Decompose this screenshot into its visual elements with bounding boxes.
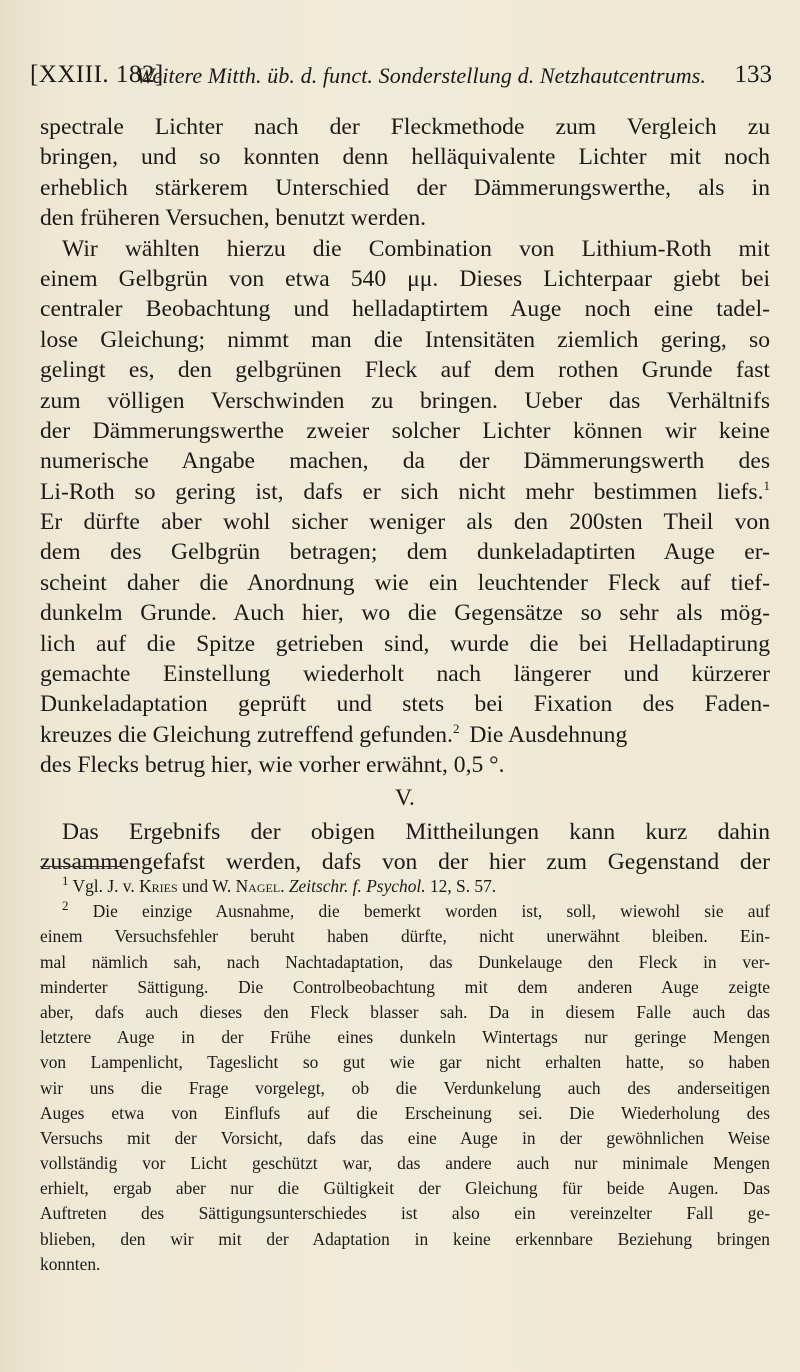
footnote-1 <box>40 874 770 899</box>
footnote-2-line: wir uns die Frage vorgelegt, ob die Verdunkelung auch des anderseitigen <box>40 1077 770 1098</box>
text-line: Er dürfte aber wohl sicher weniger als den 200sten Theil von <box>40 509 770 536</box>
text-line: centraler Beobachtung und helladaptirtem Auge noch eine tadel- <box>40 296 770 323</box>
footnote-2-line <box>40 899 770 924</box>
main-text <box>40 112 770 877</box>
text-line: scheint daher die Anordnung wie ein leuchtender Fleck auf tief- <box>40 569 770 596</box>
text-line: zum völligen Verschwinden zu bringen. Ueber das Verhältnifs <box>40 387 770 414</box>
running-title: Weitere Mitth. üb. d. funct. Sonderstellung d. Netzhautcentrums. <box>136 63 706 88</box>
footnote-2-line: Auges etwa von Einflufs auf die Erscheinung sei. Die Wiederholung des <box>40 1102 770 1123</box>
footnote-2-line: mal nämlich sah, nach Nachtadaptation, das Dunkelauge den Fleck in ver- <box>40 951 770 972</box>
footnote-text: . <box>280 876 289 896</box>
text-line: der Dämmerungswerthe zweier solcher Lichter können wir keine <box>40 417 770 444</box>
footnote-reference-2: 2 <box>452 720 460 736</box>
page-number: 133 <box>734 61 772 88</box>
footnotes <box>40 874 770 1277</box>
footnote-reference-1: 1 <box>763 477 770 493</box>
footnote-2-line: Auftreten des Sättigungsunterschiedes ist also ein vereinzelter Fall ge- <box>40 1203 770 1224</box>
text-line: spectrale Lichter nach der Fleckmethode zum Vergleich zu <box>40 114 770 140</box>
text-segment: Li-Roth so gering ist, dafs er sich nicht mehr bestimmen liefs. <box>40 478 764 505</box>
author-name: Kries <box>139 876 178 896</box>
text-line: dem des Gelbgrün betragen; dem dunkeladaptirten Auge er- <box>40 539 770 566</box>
text-line: dunkelm Grunde. Auch hier, wo die Gegensätze so sehr als mög- <box>40 600 770 627</box>
footnote-2-line: vollständig vor Licht geschützt war, das andere auch nur minimale Mengen <box>40 1153 770 1174</box>
text-line: erheblich stärkerem Unterschied der Dämmerungswerthe, als in <box>40 174 770 201</box>
text-line: bringen, und so konnten denn helläquivalente Lichter mit noch <box>40 144 770 171</box>
footnote-text: Die einzige Ausnahme, die bemerkt worden ist, soll, wiewohl sie auf <box>92 901 770 922</box>
text-line: des Flecks betrug hier, wie vorher erwähnt, 0,5 °. <box>40 752 505 779</box>
text-line: lich auf die Spitze getrieben sind, wurde die bei Helladaptirung <box>40 630 770 657</box>
text-line: numerische Angabe machen, da der Dämmerungswerth des <box>40 448 770 475</box>
footnote-2-line: von Lampenlicht, Tageslicht so gut wie gar nicht erhalten hatte, so haben <box>40 1052 770 1073</box>
footnote-2-line: aber, dafs auch dieses den Fleck blasser sah. Da in diesem Falle auch das <box>40 1001 770 1022</box>
text-line: den früheren Versuchen, benutzt werden. <box>40 205 427 232</box>
author-name: Nagel <box>235 876 281 896</box>
footnote-text: Vgl. J. v. <box>72 876 140 896</box>
footnote-2-line: erhielt, ergab aber nur die Gültigkeit der Gleichung für beide Augen. Das <box>40 1178 770 1199</box>
text-line: Wir wählten hierzu die Combination von Lithium-Roth mit <box>62 235 770 262</box>
footnote-2-line: Versuchs mit der Vorsicht, dafs das eine Auge in der gewöhnlichen Weise <box>40 1127 770 1148</box>
footnote-2-line: minderter Sättigung. Die Controlbeobachtung mit dem anderen Auge zeigte <box>40 976 770 997</box>
text-line: einem Gelbgrün von etwa 540 μμ. Dieses Lichterpaar giebt bei <box>40 265 770 292</box>
text-line: lose Gleichung; nimmt man die Intensitäten ziemlich gering, so <box>40 326 770 353</box>
page-header <box>30 58 772 92</box>
footnote-2-line: blieben, den wir mit der Adaptation in keine erkennbare Beziehung bringen <box>40 1228 770 1249</box>
footnote-marker: 2 <box>62 898 69 914</box>
section-heading: V. <box>395 784 415 811</box>
footnote-divider <box>40 866 126 867</box>
text-line <box>40 477 770 507</box>
volume-reference: [XXIII. 182] <box>30 61 164 88</box>
text-line: Das Ergebnifs der obigen Mittheilungen kann kurz dahin <box>62 818 770 845</box>
footnote-marker: 1 <box>62 873 69 889</box>
footnote-2-line: letztere Auge in der Frühe eines dunkeln Wintertags nur geringe Mengen <box>40 1027 770 1048</box>
text-line: gelingt es, den gelbgrünen Fleck auf dem rothen Grunde fast <box>40 357 770 384</box>
text-line: zusammengefafst werden, dafs von der hier zum Gegenstand der <box>40 848 770 875</box>
footnote-text: und W. <box>177 876 236 896</box>
text-segment: kreuzes die Gleichung zutreffend gefunden. <box>40 721 453 748</box>
journal-title: Zeitschr. f. Psychol. <box>288 876 426 896</box>
footnote-2-line: konnten. <box>40 1253 101 1274</box>
footnote-text: 12, S. 57. <box>425 876 497 896</box>
text-line: gemachte Einstellung wiederholt nach längerer und kürzerer <box>40 661 770 688</box>
text-line: Dunkeladaptation geprüft und stets bei Fixation des Faden- <box>40 691 770 718</box>
text-line <box>40 720 770 750</box>
text-segment: Die Ausdehnung <box>463 721 628 748</box>
footnote-2-line: einem Versuchsfehler beruht haben dürfte, nicht unerwähnt bleiben. Ein- <box>40 926 770 947</box>
